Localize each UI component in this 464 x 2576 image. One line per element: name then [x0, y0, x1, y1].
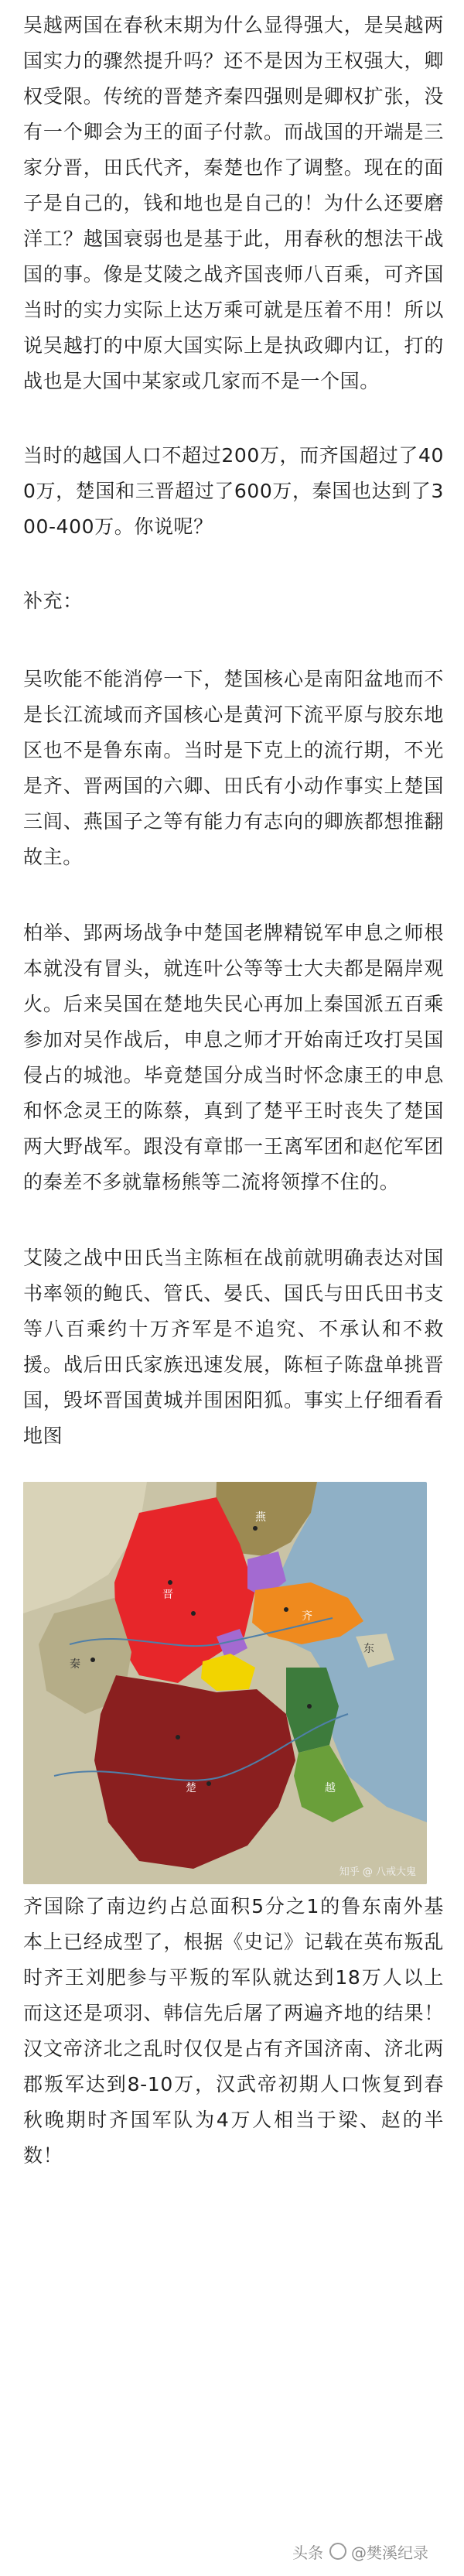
map-label-chu: 楚	[186, 1782, 196, 1794]
footer-author[interactable]: @樊溪纪录	[351, 2543, 428, 2562]
paragraph-baiju-ying-wars: 柏举、郢两场战争中楚国老牌精锐军申息之师根本就没有冒头，就连叶公等等士大夫都是隔岸观火。后来吴国在楚地失民心再加上秦国派五百乘参加对吴作战后，申息之师才开始南迁攻打吴国侵占的城池。毕竟楚国分成当时怀念康王的申息和怀念灵王的陈蔡，真到了楚平王时丧失了楚国两大野战军。跟没有章邯一王离军团和赵佗军团的秦差不多就靠杨熊等二流将领撑不住的。	[23, 922, 444, 1193]
article-footer	[0, 2537, 464, 2565]
map-label-qi: 齐	[302, 1610, 312, 1623]
paragraph-population: 当时的越国人口不超过200万，而齐国超过了400万，楚国和三晋超过了600万，秦国也达到了300-400万。你说呢？	[23, 444, 444, 538]
paragraph-wu-yue-strength: 吴越两国在春秋末期为什么显得强大，是吴越两国实力的骤然提升吗？还不是因为王权强大，卿权受限。传统的晋楚齐秦四强则是卿权扩张，没有一个卿会为王的面子付款。而战国的开端是三家分晋，田氏代齐，秦楚也作了调整。现在的面子是自己的，钱和地也是自己的！为什么还要磨洋工？越国衰弱也是基于此，用春秋的想法干战国的事。像是艾陵之战齐国丧师八百乘，可齐国当时的实力实际上达万乘可就是压着不用！所以说吴越打的中原大国实际上是执政卿内讧，打的战也是大国中某家或几家而不是一个国。	[23, 14, 444, 392]
paragraph-qi-army: 齐国除了南边约占总面积5分之1的鲁东南外基本上已经成型了，根据《史记》记载在英布叛乱时齐王刘肥参与平叛的军队就达到18万人以上而这还是项羽、韩信先后屠了两遍齐地的结果！汉文帝济北之乱时仅仅是占有齐国济南、济北两郡叛军达到8-10万，汉武帝初期人口恢复到春秋晚期时齐国军队为4万人相当于梁、赵的半数！	[23, 1895, 444, 2167]
map-svg	[23, 1482, 427, 1884]
map-label-yue: 越	[325, 1782, 336, 1794]
paragraph-ailing-battle: 艾陵之战中田氏当主陈桓在战前就明确表达对国书率领的鲍氏、管氏、晏氏、国氏与田氏田书支等八百乘约十万齐军是不追究、不承认和不救援。战后田氏家族迅速发展，陈桓子陈盘单挑晋国，毁坏晋国黄城并围困阳狐。事实上仔细看看地图	[23, 1247, 444, 1447]
paragraph-supplement-label: 补充：	[23, 590, 83, 612]
map-label-qin: 秦	[70, 1658, 80, 1671]
map-watermark: 知乎 @ 八戒大鬼	[339, 1866, 416, 1878]
footer-source: 头条	[292, 2543, 323, 2562]
map-label-east: 东	[363, 1643, 374, 1655]
toutiao-logo-icon	[329, 2543, 346, 2560]
warring-states-map-image	[23, 1482, 427, 1884]
map-label-yan: 燕	[255, 1511, 266, 1524]
map-label-jin: 晋	[162, 1589, 173, 1601]
paragraph-chu-qi-core: 吴吹能不能消停一下，楚国核心是南阳盆地而不是长江流域而齐国核心是黄河下流平原与胶东地区也不是鲁东南。当时是下克上的流行期，不光是齐、晋两国的六卿、田氏有小动作事实上楚国三闾、燕国子之等有能力有志向的卿族都想推翻故主。	[23, 668, 444, 868]
